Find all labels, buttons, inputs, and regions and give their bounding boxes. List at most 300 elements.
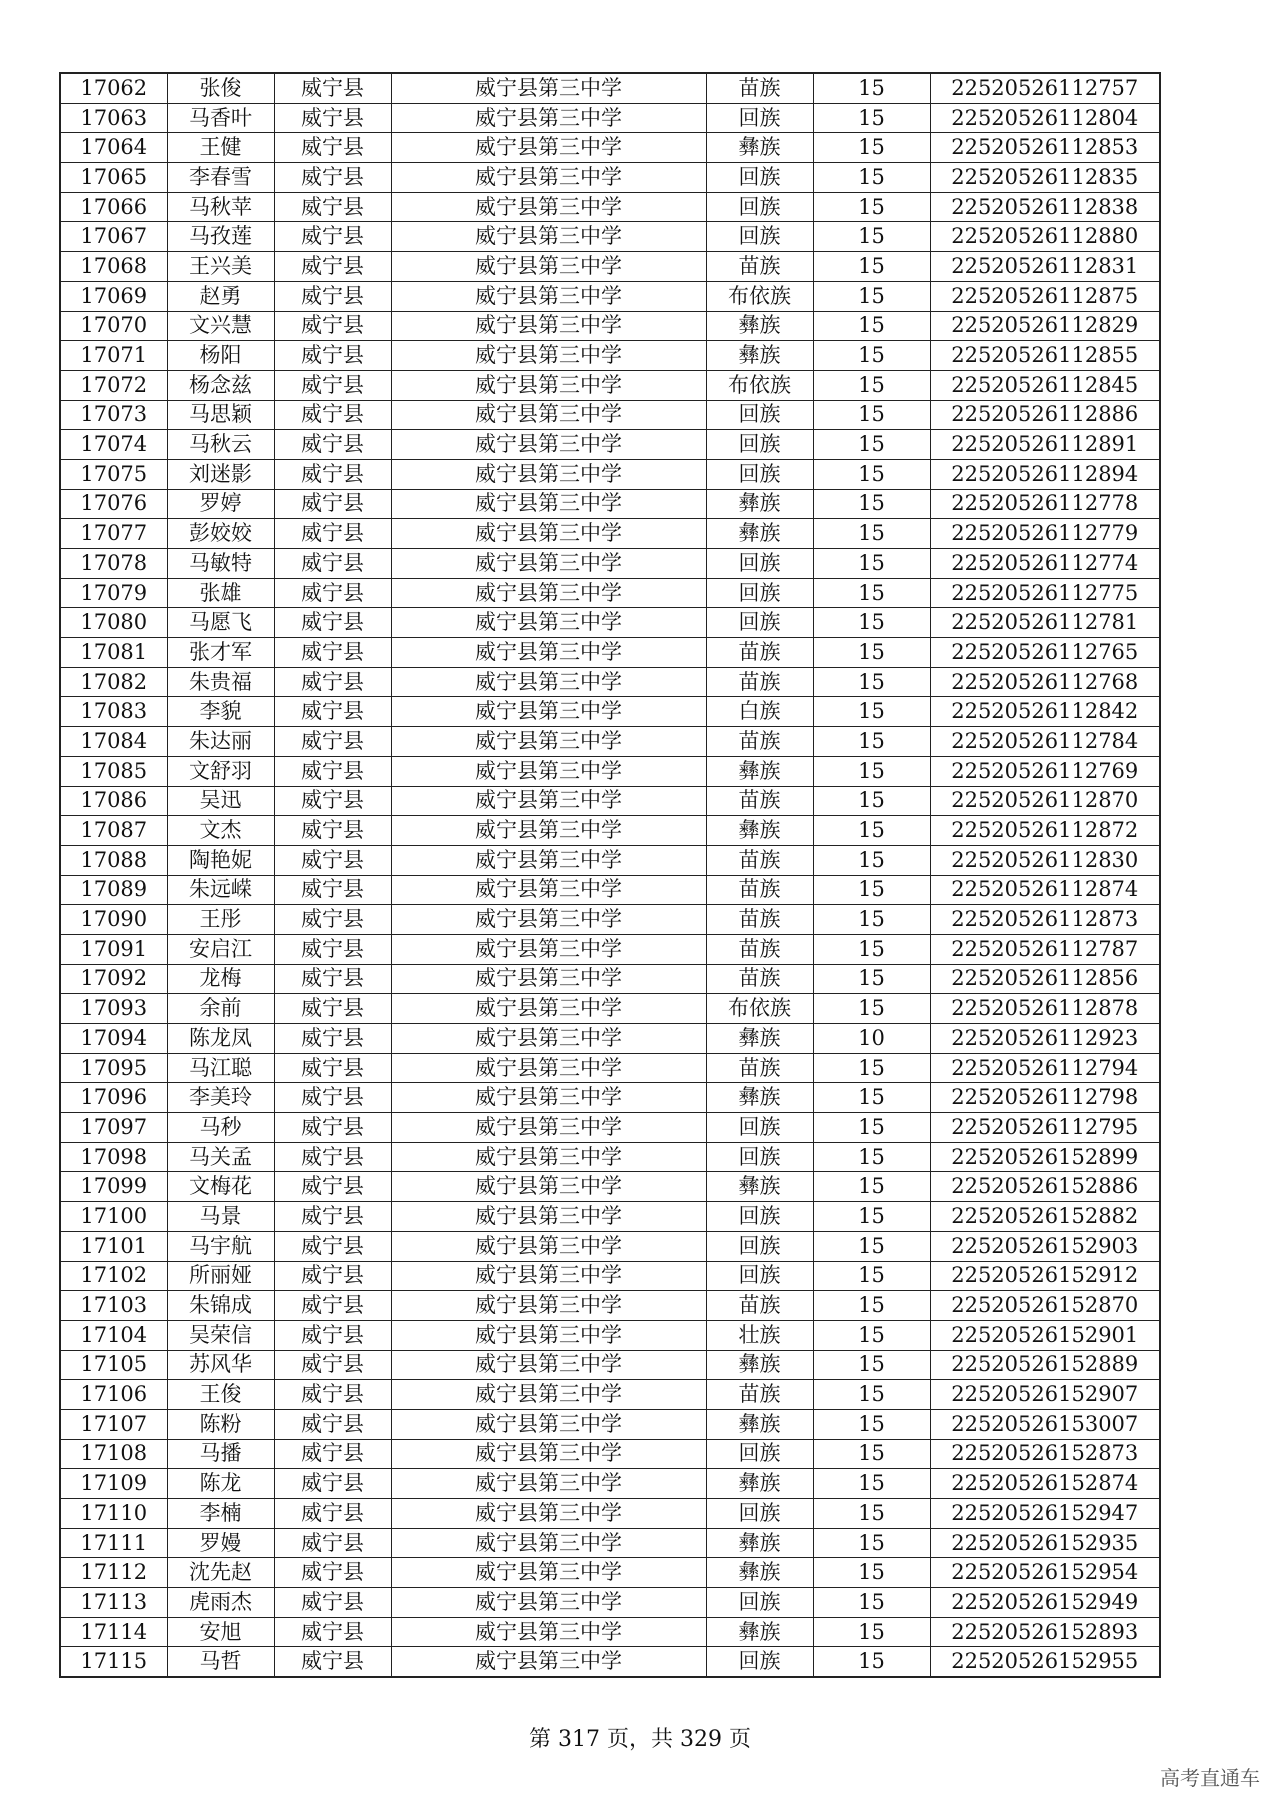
table-row bbox=[60, 1409, 1160, 1439]
county-cell: 威宁县 bbox=[274, 370, 391, 400]
county-cell: 威宁县 bbox=[274, 786, 391, 816]
table-row bbox=[60, 667, 1160, 697]
county-cell: 威宁县 bbox=[274, 1172, 391, 1202]
bonus-points-cell: 15 bbox=[813, 816, 930, 846]
ethnicity-cell: 彝族 bbox=[706, 341, 813, 371]
county-cell: 威宁县 bbox=[274, 994, 391, 1024]
county-cell: 威宁县 bbox=[274, 489, 391, 519]
table-row bbox=[60, 281, 1160, 311]
bonus-points-cell: 15 bbox=[813, 727, 930, 757]
ethnicity-cell: 苗族 bbox=[706, 1053, 813, 1083]
county-cell: 威宁县 bbox=[274, 756, 391, 786]
county-cell: 威宁县 bbox=[274, 934, 391, 964]
bonus-points-cell: 15 bbox=[813, 994, 930, 1024]
ethnicity-cell: 苗族 bbox=[706, 252, 813, 282]
table-row bbox=[60, 1083, 1160, 1113]
bonus-points-cell: 15 bbox=[813, 1409, 930, 1439]
bonus-points-cell: 15 bbox=[813, 638, 930, 668]
student-name-cell: 朱贵福 bbox=[167, 667, 274, 697]
county-cell: 威宁县 bbox=[274, 1469, 391, 1499]
student-name-cell: 马思颖 bbox=[167, 400, 274, 430]
county-cell: 威宁县 bbox=[274, 1024, 391, 1054]
ethnicity-cell: 苗族 bbox=[706, 875, 813, 905]
ethnicity-cell: 苗族 bbox=[706, 1291, 813, 1321]
serial-number-cell: 17078 bbox=[60, 549, 167, 579]
ethnicity-cell: 回族 bbox=[706, 608, 813, 638]
ethnicity-cell: 回族 bbox=[706, 103, 813, 133]
ethnicity-cell: 彝族 bbox=[706, 1528, 813, 1558]
school-cell: 威宁县第三中学 bbox=[391, 845, 706, 875]
table-row bbox=[60, 549, 1160, 579]
bonus-points-cell: 15 bbox=[813, 697, 930, 727]
exam-id-cell: 22520526152903 bbox=[930, 1231, 1160, 1261]
school-cell: 威宁县第三中学 bbox=[391, 638, 706, 668]
bonus-points-cell: 15 bbox=[813, 1617, 930, 1647]
ethnicity-cell: 回族 bbox=[706, 400, 813, 430]
bonus-points-cell: 15 bbox=[813, 667, 930, 697]
exam-id-cell: 22520526112795 bbox=[930, 1113, 1160, 1143]
exam-id-cell: 22520526112856 bbox=[930, 964, 1160, 994]
serial-number-cell: 17092 bbox=[60, 964, 167, 994]
ethnicity-cell: 回族 bbox=[706, 222, 813, 252]
bonus-points-cell: 15 bbox=[813, 1113, 930, 1143]
serial-number-cell: 17085 bbox=[60, 756, 167, 786]
table-row bbox=[60, 845, 1160, 875]
school-cell: 威宁县第三中学 bbox=[391, 994, 706, 1024]
bonus-points-cell: 15 bbox=[813, 281, 930, 311]
ethnicity-cell: 回族 bbox=[706, 163, 813, 193]
exam-id-cell: 22520526112894 bbox=[930, 459, 1160, 489]
table-row bbox=[60, 1558, 1160, 1588]
bonus-points-cell: 15 bbox=[813, 103, 930, 133]
school-cell: 威宁县第三中学 bbox=[391, 459, 706, 489]
table-row bbox=[60, 638, 1160, 668]
serial-number-cell: 17090 bbox=[60, 905, 167, 935]
ethnicity-cell: 彝族 bbox=[706, 519, 813, 549]
ethnicity-cell: 苗族 bbox=[706, 727, 813, 757]
school-cell: 威宁县第三中学 bbox=[391, 667, 706, 697]
bonus-points-cell: 15 bbox=[813, 934, 930, 964]
ethnicity-cell: 苗族 bbox=[706, 786, 813, 816]
exam-id-cell: 22520526112775 bbox=[930, 578, 1160, 608]
table-row bbox=[60, 1588, 1160, 1618]
ethnicity-cell: 布依族 bbox=[706, 994, 813, 1024]
bonus-points-cell: 15 bbox=[813, 222, 930, 252]
table-row bbox=[60, 73, 1160, 103]
school-cell: 威宁县第三中学 bbox=[391, 103, 706, 133]
exam-id-cell: 22520526112855 bbox=[930, 341, 1160, 371]
table-row bbox=[60, 1172, 1160, 1202]
county-cell: 威宁县 bbox=[274, 845, 391, 875]
bonus-points-cell: 15 bbox=[813, 1172, 930, 1202]
serial-number-cell: 17115 bbox=[60, 1647, 167, 1677]
serial-number-cell: 17112 bbox=[60, 1558, 167, 1588]
table-row bbox=[60, 1439, 1160, 1469]
ethnicity-cell: 回族 bbox=[706, 192, 813, 222]
county-cell: 威宁县 bbox=[274, 1231, 391, 1261]
serial-number-cell: 17082 bbox=[60, 667, 167, 697]
bonus-points-cell: 15 bbox=[813, 964, 930, 994]
exam-id-cell: 22520526153007 bbox=[930, 1409, 1160, 1439]
county-cell: 威宁县 bbox=[274, 1053, 391, 1083]
table-row bbox=[60, 1647, 1160, 1677]
table-row bbox=[60, 1320, 1160, 1350]
bonus-points-cell: 15 bbox=[813, 489, 930, 519]
serial-number-cell: 17074 bbox=[60, 430, 167, 460]
ethnicity-cell: 彝族 bbox=[706, 1469, 813, 1499]
school-cell: 威宁县第三中学 bbox=[391, 163, 706, 193]
table-row bbox=[60, 222, 1160, 252]
student-name-cell: 余前 bbox=[167, 994, 274, 1024]
ethnicity-cell: 白族 bbox=[706, 697, 813, 727]
bonus-points-cell: 15 bbox=[813, 430, 930, 460]
serial-number-cell: 17066 bbox=[60, 192, 167, 222]
exam-id-cell: 22520526112872 bbox=[930, 816, 1160, 846]
student-name-cell: 马香叶 bbox=[167, 103, 274, 133]
watermark-logo-text: 高考直通车 bbox=[1160, 1766, 1260, 1790]
table-row bbox=[60, 816, 1160, 846]
school-cell: 威宁县第三中学 bbox=[391, 252, 706, 282]
school-cell: 威宁县第三中学 bbox=[391, 875, 706, 905]
ethnicity-cell: 回族 bbox=[706, 1647, 813, 1677]
exam-id-cell: 22520526112757 bbox=[930, 73, 1160, 103]
serial-number-cell: 17113 bbox=[60, 1588, 167, 1618]
table-row bbox=[60, 1202, 1160, 1232]
student-name-cell: 马秋云 bbox=[167, 430, 274, 460]
table-row bbox=[60, 756, 1160, 786]
county-cell: 威宁县 bbox=[274, 1499, 391, 1529]
serial-number-cell: 17105 bbox=[60, 1350, 167, 1380]
serial-number-cell: 17108 bbox=[60, 1439, 167, 1469]
exam-id-cell: 22520526112923 bbox=[930, 1024, 1160, 1054]
table-row bbox=[60, 1142, 1160, 1172]
ethnicity-cell: 苗族 bbox=[706, 73, 813, 103]
table-row bbox=[60, 578, 1160, 608]
table-row bbox=[60, 192, 1160, 222]
bonus-points-cell: 15 bbox=[813, 1083, 930, 1113]
serial-number-cell: 17065 bbox=[60, 163, 167, 193]
student-name-cell: 王彤 bbox=[167, 905, 274, 935]
student-name-cell: 马宇航 bbox=[167, 1231, 274, 1261]
ethnicity-cell: 苗族 bbox=[706, 667, 813, 697]
serial-number-cell: 17071 bbox=[60, 341, 167, 371]
table-row bbox=[60, 400, 1160, 430]
ethnicity-cell: 回族 bbox=[706, 1202, 813, 1232]
county-cell: 威宁县 bbox=[274, 1617, 391, 1647]
table-row bbox=[60, 133, 1160, 163]
serial-number-cell: 17095 bbox=[60, 1053, 167, 1083]
school-cell: 威宁县第三中学 bbox=[391, 133, 706, 163]
bonus-points-cell: 15 bbox=[813, 1261, 930, 1291]
school-cell: 威宁县第三中学 bbox=[391, 1113, 706, 1143]
bonus-points-cell: 15 bbox=[813, 1588, 930, 1618]
exam-id-cell: 22520526112768 bbox=[930, 667, 1160, 697]
serial-number-cell: 17070 bbox=[60, 311, 167, 341]
student-name-cell: 陶艳妮 bbox=[167, 845, 274, 875]
bonus-points-cell: 15 bbox=[813, 875, 930, 905]
table-row bbox=[60, 1231, 1160, 1261]
serial-number-cell: 17067 bbox=[60, 222, 167, 252]
table-row bbox=[60, 697, 1160, 727]
ethnicity-cell: 回族 bbox=[706, 549, 813, 579]
table-row bbox=[60, 1350, 1160, 1380]
student-name-cell: 朱锦成 bbox=[167, 1291, 274, 1321]
serial-number-cell: 17103 bbox=[60, 1291, 167, 1321]
ethnicity-cell: 回族 bbox=[706, 1113, 813, 1143]
exam-id-cell: 22520526112778 bbox=[930, 489, 1160, 519]
student-name-cell: 朱远嵘 bbox=[167, 875, 274, 905]
table-row bbox=[60, 311, 1160, 341]
school-cell: 威宁县第三中学 bbox=[391, 1617, 706, 1647]
table-row bbox=[60, 103, 1160, 133]
exam-id-cell: 22520526152889 bbox=[930, 1350, 1160, 1380]
table-row bbox=[60, 905, 1160, 935]
serial-number-cell: 17097 bbox=[60, 1113, 167, 1143]
exam-id-cell: 22520526112798 bbox=[930, 1083, 1160, 1113]
bonus-points-cell: 15 bbox=[813, 370, 930, 400]
school-cell: 威宁县第三中学 bbox=[391, 756, 706, 786]
school-cell: 威宁县第三中学 bbox=[391, 519, 706, 549]
serial-number-cell: 17083 bbox=[60, 697, 167, 727]
exam-id-cell: 22520526152886 bbox=[930, 1172, 1160, 1202]
serial-number-cell: 17110 bbox=[60, 1499, 167, 1529]
table-row bbox=[60, 459, 1160, 489]
student-name-cell: 王健 bbox=[167, 133, 274, 163]
serial-number-cell: 17063 bbox=[60, 103, 167, 133]
serial-number-cell: 17081 bbox=[60, 638, 167, 668]
student-name-cell: 安启江 bbox=[167, 934, 274, 964]
bonus-points-cell: 15 bbox=[813, 1291, 930, 1321]
county-cell: 威宁县 bbox=[274, 905, 391, 935]
table-row bbox=[60, 994, 1160, 1024]
school-cell: 威宁县第三中学 bbox=[391, 1350, 706, 1380]
school-cell: 威宁县第三中学 bbox=[391, 430, 706, 460]
ethnicity-cell: 回族 bbox=[706, 1261, 813, 1291]
ethnicity-cell: 壮族 bbox=[706, 1320, 813, 1350]
serial-number-cell: 17088 bbox=[60, 845, 167, 875]
ethnicity-cell: 彝族 bbox=[706, 133, 813, 163]
student-name-cell: 王俊 bbox=[167, 1380, 274, 1410]
exam-id-cell: 22520526112794 bbox=[930, 1053, 1160, 1083]
serial-number-cell: 17087 bbox=[60, 816, 167, 846]
table-row bbox=[60, 1617, 1160, 1647]
county-cell: 威宁县 bbox=[274, 252, 391, 282]
serial-number-cell: 17069 bbox=[60, 281, 167, 311]
table-row bbox=[60, 370, 1160, 400]
school-cell: 威宁县第三中学 bbox=[391, 1439, 706, 1469]
bonus-points-cell: 15 bbox=[813, 845, 930, 875]
bonus-points-cell: 15 bbox=[813, 578, 930, 608]
student-name-cell: 张才军 bbox=[167, 638, 274, 668]
student-name-cell: 马江聪 bbox=[167, 1053, 274, 1083]
serial-number-cell: 17072 bbox=[60, 370, 167, 400]
school-cell: 威宁县第三中学 bbox=[391, 1469, 706, 1499]
ethnicity-cell: 彝族 bbox=[706, 1558, 813, 1588]
exam-id-cell: 22520526152954 bbox=[930, 1558, 1160, 1588]
ethnicity-cell: 回族 bbox=[706, 1499, 813, 1529]
serial-number-cell: 17107 bbox=[60, 1409, 167, 1439]
student-name-cell: 李貌 bbox=[167, 697, 274, 727]
bonus-points-cell: 10 bbox=[813, 1024, 930, 1054]
student-name-cell: 陈龙凤 bbox=[167, 1024, 274, 1054]
serial-number-cell: 17073 bbox=[60, 400, 167, 430]
school-cell: 威宁县第三中学 bbox=[391, 905, 706, 935]
school-cell: 威宁县第三中学 bbox=[391, 934, 706, 964]
bonus-points-cell: 15 bbox=[813, 1350, 930, 1380]
county-cell: 威宁县 bbox=[274, 697, 391, 727]
table-row bbox=[60, 875, 1160, 905]
student-name-cell: 赵勇 bbox=[167, 281, 274, 311]
student-name-cell: 安旭 bbox=[167, 1617, 274, 1647]
county-cell: 威宁县 bbox=[274, 1113, 391, 1143]
student-name-cell: 刘迷影 bbox=[167, 459, 274, 489]
bonus-points-cell: 15 bbox=[813, 1320, 930, 1350]
bonus-points-cell: 15 bbox=[813, 133, 930, 163]
exam-id-cell: 22520526152874 bbox=[930, 1469, 1160, 1499]
ethnicity-cell: 苗族 bbox=[706, 964, 813, 994]
serial-number-cell: 17114 bbox=[60, 1617, 167, 1647]
county-cell: 威宁县 bbox=[274, 1350, 391, 1380]
bonus-points-cell: 15 bbox=[813, 1053, 930, 1083]
school-cell: 威宁县第三中学 bbox=[391, 1291, 706, 1321]
ethnicity-cell: 苗族 bbox=[706, 1380, 813, 1410]
ethnicity-cell: 苗族 bbox=[706, 638, 813, 668]
school-cell: 威宁县第三中学 bbox=[391, 1261, 706, 1291]
county-cell: 威宁县 bbox=[274, 1291, 391, 1321]
ethnicity-cell: 回族 bbox=[706, 1142, 813, 1172]
ethnicity-cell: 彝族 bbox=[706, 1172, 813, 1202]
serial-number-cell: 17080 bbox=[60, 608, 167, 638]
county-cell: 威宁县 bbox=[274, 341, 391, 371]
serial-number-cell: 17062 bbox=[60, 73, 167, 103]
school-cell: 威宁县第三中学 bbox=[391, 608, 706, 638]
exam-id-cell: 22520526152870 bbox=[930, 1291, 1160, 1321]
bonus-points-cell: 15 bbox=[813, 905, 930, 935]
student-name-cell: 吴迅 bbox=[167, 786, 274, 816]
serial-number-cell: 17100 bbox=[60, 1202, 167, 1232]
serial-number-cell: 17102 bbox=[60, 1261, 167, 1291]
table-row bbox=[60, 1261, 1160, 1291]
student-name-cell: 陈龙 bbox=[167, 1469, 274, 1499]
ethnicity-cell: 彝族 bbox=[706, 816, 813, 846]
school-cell: 威宁县第三中学 bbox=[391, 281, 706, 311]
serial-number-cell: 17093 bbox=[60, 994, 167, 1024]
school-cell: 威宁县第三中学 bbox=[391, 816, 706, 846]
serial-number-cell: 17109 bbox=[60, 1469, 167, 1499]
county-cell: 威宁县 bbox=[274, 103, 391, 133]
school-cell: 威宁县第三中学 bbox=[391, 222, 706, 252]
table-row bbox=[60, 1024, 1160, 1054]
exam-id-cell: 22520526152893 bbox=[930, 1617, 1160, 1647]
student-name-cell: 李美玲 bbox=[167, 1083, 274, 1113]
school-cell: 威宁县第三中学 bbox=[391, 578, 706, 608]
exam-id-cell: 22520526152899 bbox=[930, 1142, 1160, 1172]
exam-id-cell: 22520526112870 bbox=[930, 786, 1160, 816]
school-cell: 威宁县第三中学 bbox=[391, 192, 706, 222]
county-cell: 威宁县 bbox=[274, 816, 391, 846]
bonus-points-cell: 15 bbox=[813, 73, 930, 103]
bonus-points-cell: 15 bbox=[813, 163, 930, 193]
bonus-points-cell: 15 bbox=[813, 192, 930, 222]
ethnicity-cell: 彝族 bbox=[706, 756, 813, 786]
county-cell: 威宁县 bbox=[274, 281, 391, 311]
exam-id-cell: 22520526152935 bbox=[930, 1528, 1160, 1558]
exam-id-cell: 22520526112830 bbox=[930, 845, 1160, 875]
serial-number-cell: 17111 bbox=[60, 1528, 167, 1558]
student-name-cell: 马景 bbox=[167, 1202, 274, 1232]
ethnicity-cell: 彝族 bbox=[706, 1350, 813, 1380]
county-cell: 威宁县 bbox=[274, 727, 391, 757]
exam-id-cell: 22520526112831 bbox=[930, 252, 1160, 282]
county-cell: 威宁县 bbox=[274, 608, 391, 638]
school-cell: 威宁县第三中学 bbox=[391, 1528, 706, 1558]
exam-id-cell: 22520526112842 bbox=[930, 697, 1160, 727]
table-row bbox=[60, 489, 1160, 519]
bonus-points-cell: 15 bbox=[813, 549, 930, 579]
student-name-cell: 杨阳 bbox=[167, 341, 274, 371]
serial-number-cell: 17104 bbox=[60, 1320, 167, 1350]
student-name-cell: 王兴美 bbox=[167, 252, 274, 282]
student-name-cell: 沈先赵 bbox=[167, 1558, 274, 1588]
county-cell: 威宁县 bbox=[274, 192, 391, 222]
county-cell: 威宁县 bbox=[274, 1647, 391, 1677]
bonus-points-cell: 15 bbox=[813, 1380, 930, 1410]
county-cell: 威宁县 bbox=[274, 1083, 391, 1113]
serial-number-cell: 17068 bbox=[60, 252, 167, 282]
serial-number-cell: 17099 bbox=[60, 1172, 167, 1202]
ethnicity-cell: 苗族 bbox=[706, 845, 813, 875]
serial-number-cell: 17098 bbox=[60, 1142, 167, 1172]
school-cell: 威宁县第三中学 bbox=[391, 727, 706, 757]
roster-body bbox=[60, 73, 1160, 1677]
county-cell: 威宁县 bbox=[274, 1142, 391, 1172]
exam-id-cell: 22520526112829 bbox=[930, 311, 1160, 341]
school-cell: 威宁县第三中学 bbox=[391, 1647, 706, 1677]
serial-number-cell: 17079 bbox=[60, 578, 167, 608]
student-name-cell: 张雄 bbox=[167, 578, 274, 608]
student-name-cell: 文梅花 bbox=[167, 1172, 274, 1202]
school-cell: 威宁县第三中学 bbox=[391, 1409, 706, 1439]
exam-id-cell: 22520526112874 bbox=[930, 875, 1160, 905]
county-cell: 威宁县 bbox=[274, 1528, 391, 1558]
exam-id-cell: 22520526112835 bbox=[930, 163, 1160, 193]
school-cell: 威宁县第三中学 bbox=[391, 1172, 706, 1202]
school-cell: 威宁县第三中学 bbox=[391, 964, 706, 994]
county-cell: 威宁县 bbox=[274, 1202, 391, 1232]
table-row bbox=[60, 608, 1160, 638]
student-roster-table bbox=[59, 72, 1161, 1678]
school-cell: 威宁县第三中学 bbox=[391, 1231, 706, 1261]
student-name-cell: 张俊 bbox=[167, 73, 274, 103]
student-name-cell: 陈粉 bbox=[167, 1409, 274, 1439]
table-row bbox=[60, 252, 1160, 282]
bonus-points-cell: 15 bbox=[813, 1647, 930, 1677]
ethnicity-cell: 回族 bbox=[706, 430, 813, 460]
serial-number-cell: 17089 bbox=[60, 875, 167, 905]
exam-id-cell: 22520526112853 bbox=[930, 133, 1160, 163]
student-name-cell: 文杰 bbox=[167, 816, 274, 846]
bonus-points-cell: 15 bbox=[813, 252, 930, 282]
ethnicity-cell: 回族 bbox=[706, 1588, 813, 1618]
serial-number-cell: 17076 bbox=[60, 489, 167, 519]
page-footer: 第 317 页，共 329 页 bbox=[529, 1727, 751, 1752]
table-row bbox=[60, 727, 1160, 757]
school-cell: 威宁县第三中学 bbox=[391, 1202, 706, 1232]
school-cell: 威宁县第三中学 bbox=[391, 1320, 706, 1350]
county-cell: 威宁县 bbox=[274, 1320, 391, 1350]
exam-id-cell: 22520526152949 bbox=[930, 1588, 1160, 1618]
school-cell: 威宁县第三中学 bbox=[391, 786, 706, 816]
